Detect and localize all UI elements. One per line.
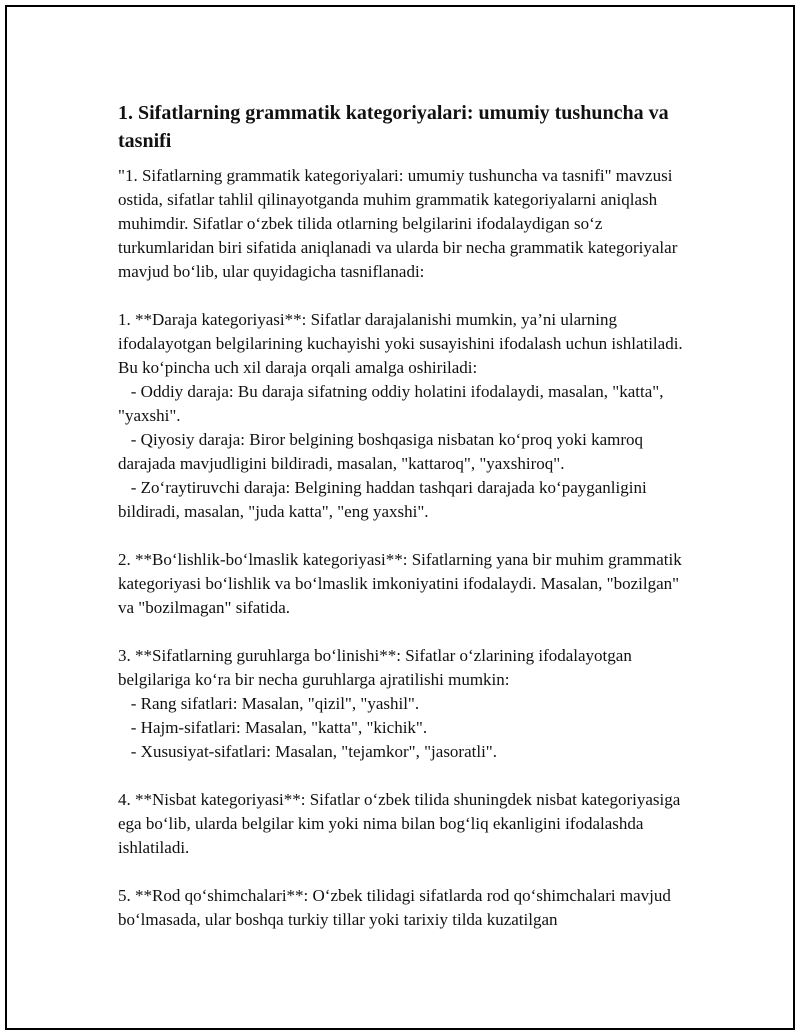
document-body-text: "1. Sifatlarning grammatik kategoriyalari: umumiy tushuncha va tasnifi" mavzusi ostida, sifatlar tahlil qilinayotganda muhim grammatik kategoriyalarni aniqlash muhimdir. Sifatlar o‘zbek tilida otlarning belgilarini ifodalaydigan so‘z turkumlaridan biri sifatida aniqlanadi va ularda bir necha grammatik kategoriyalar mavjud bo‘lib, ular quyidagicha tasniflanadi: 1. **Daraja kategoriyasi**: Sifatlar darajalanishi mumkin, ya’ni ularning ifodalayotgan belgilarining kuchayishi yoki susayishini ifodalash uchun ishlatiladi. Bu ko‘pincha uch xil daraja orqali amalga oshiriladi: - Oddiy daraja: Bu daraja sifatning oddiy holatini ifodalaydi, masalan, "katta", "yaxshi". - Qiyosiy daraja: Biror belgining boshqasiga nisbatan ko‘proq yoki kamroq darajada mavjudligini bildiradi, masalan, "kattaroq", "yaxshiroq". - Zo‘raytiruvchi daraja: Belgining haddan tashqari darajada ko‘payganligini bildiradi, masalan, "juda katta", "eng yaxshi". 2. **Bo‘lishlik-bo‘lmaslik kategoriyasi**: Sifatlarning yana bir muhim grammatik kategoriyasi bo‘lishlik va bo‘lmaslik imkoniyatini ifodalaydi. Masalan, "bozilgan" va "bozilmagan" sifatida. 3. **Sifatlarning guruhlarga bo‘linishi**: Sifatlar o‘zlarining ifodalayotgan belgilariga ko‘ra bir necha guruhlarga ajratilishi mumkin: - Rang sifatlari: Masalan, "qizil", "yashil". - Hajm-sifatlari: Masalan, "katta", "kichik". - Xususiyat-sifatlari: Masalan, "tejamkor", "jasoratli". 4. **Nisbat kategoriyasi**: Sifatlar o‘zbek tilida shuningdek nisbat kategoriyasiga ega bo‘lib, ularda belgilar kim yoki nima bilan bog‘liq ekanligini ifodalashda ishlatiladi. 5. **Rod qo‘shimchalari**: O‘zbek tilidagi sifatlarda rod qo‘shimchalari mavjud bo‘lmasada, ular boshqa turkiy tillar yoki tarixiy tilda kuzatilgan <box>118 166 683 929</box>
document-content <box>118 99 698 932</box>
page-frame <box>5 5 795 1030</box>
document-heading: 1. Sifatlarning grammatik kategoriyalari: umumiy tushuncha va tasnifi <box>118 102 669 152</box>
